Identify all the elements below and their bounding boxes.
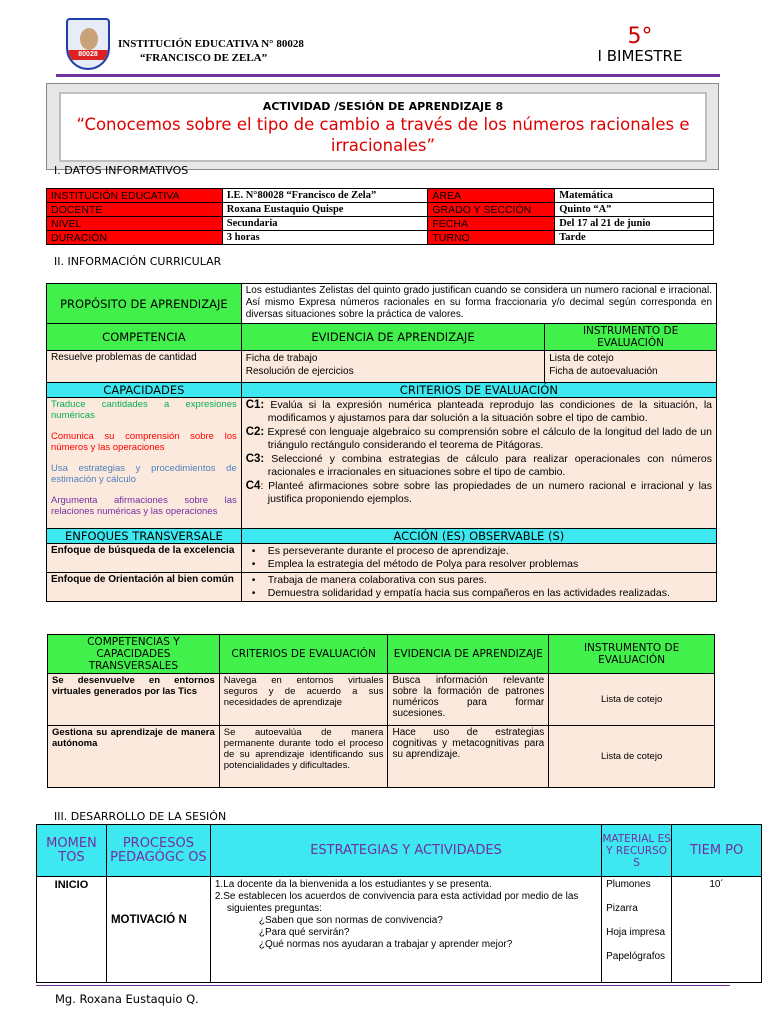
accion-header: ACCIÓN (ES) OBSERVABLE (S) [241,529,716,544]
school-crest-logo [66,18,110,70]
datos-row [47,203,714,217]
enfoque-label: Enfoque de Orientación al bien común [47,573,242,602]
transversal-criterio: Navega en entornos virtuales seguros y de acuerdo a sus necesidades de aprendizaje [219,674,388,726]
footer-author: Mg. Roxana Eustaquio Q. [55,992,199,1006]
institution-subtitle: “FRANCISCO DE ZELA” [140,52,268,64]
datos-label: ÁREA [428,189,555,203]
momento-inicio: INICIO [37,877,107,983]
curricular-table [46,283,717,602]
criterio-item [246,426,712,451]
header-estrategias: ESTRATEGIAS Y ACTIVIDADES [210,825,601,877]
desarrollo-table [36,824,762,983]
enfoque-label: Enfoque de búsqueda de la excelencia [47,544,242,573]
material-item: Pizarra [606,903,638,914]
datos-row [47,231,714,245]
transversal-competencia: Gestiona su aprendizaje de manera autónoma [48,726,220,788]
datos-label: NIVEL [47,217,223,231]
material-item: Plumones [606,879,651,890]
transversal-table [47,634,715,788]
criterio-code: C4 [245,480,261,492]
grade-label: 5° [627,24,653,49]
logo-number: 80028 [78,51,98,58]
pregunta-2: ¿Para qué servirán? [258,927,350,938]
datos-label: DURACIÓN [47,231,223,245]
transversal-criterio: Se autoevalúa de manera permanente durante todo el proceso de su aprendizaje identificando sus potencialidades y dificultades. [219,726,388,788]
enfoques-header: ENFOQUES TRANSVERSALE [47,529,242,544]
datos-row [47,189,714,203]
accion-list [246,574,712,600]
actividad-2: 2.Se establecen los acuerdos de convivencia para esta actividad por medio de las siguientes preguntas: [214,891,579,914]
criterio-text: Expresé con lenguaje algebraico su comprensión sobre el cálculo de la longitud del lado de un triángulo rectángulo considerando el teorema de Pitágoras. [264,426,712,451]
criterio-text: Seleccioné y combina estrategias de cálculo para realizar operacionales con números racionales e irracionales en situaciones sobre el tipo de cambio. [264,453,712,478]
datos-value: Secundaria [222,217,428,231]
page-header [0,0,768,80]
transversal-evidencia: Hace uso de estrategias cognitivas y metacognitivas para su aprendizaje. [388,726,549,788]
criterio-item [246,480,712,505]
datos-label: TURNO [428,231,555,245]
datos-value: Del 17 al 21 de junio [555,217,714,231]
section-heading-datos: I. DATOS INFORMATIVOS [54,164,189,177]
evidencia-header: EVIDENCIA DE APRENDIZAJE [241,324,544,351]
criterios-header: CRITERIOS DE EVALUACIÓN [241,383,716,398]
capacidad-item: Usa estrategias y procedimientos de estimación y cálculo [51,463,237,485]
evidencia-2: Resolución de ejercicios [245,366,354,377]
competencia-header: COMPETENCIA [47,324,242,351]
session-title: “Conocemos sobre el tipo de cambio a través de los números racionales e irracionales” [76,115,690,155]
evidencia-1: Ficha de trabajo [245,353,318,364]
datos-value: 3 horas [222,231,428,245]
instrumento-2: Ficha de autoevaluación [549,366,658,377]
accion-item: • Emplea la estrategia del método de Polya para resolver problemas [246,558,712,571]
title-box [46,83,719,170]
datos-label: DOCENTE [47,203,223,217]
criterio-text: Evalúa si la expresión numérica planteada reprodujo las condiciones de la situación, la modificamos y ajustamos para dar solución a la situación sobre el tipo de cambio. [264,399,712,424]
accion-item: • Es perseverante durante el proceso de aprendizaje. [246,545,712,558]
tiempo-value: 10´ [672,877,762,983]
criterio-text: : Planteé afirmaciones sobre sobre las propiedades de un numero racional e irracional y las justifica proponiendo ejemplos. [260,480,712,505]
period-label: I BIMESTRE [597,47,683,65]
instrumento-header: INSTRUMENTO DE EVALUACIÓN [545,324,717,351]
proceso-motivacion: MOTIVACIÓ N [106,877,210,983]
transversal-instrumento: Lista de cotejo [549,674,715,726]
datos-row [47,217,714,231]
transversal-competencia: Se desenvuelve en entornos virtuales generados por las Tics [48,674,220,726]
criterio-code: C2: [245,426,265,438]
criterio-code: C1: [245,399,265,411]
capacidad-item: Traduce cantidades a expresiones numéricas [51,399,237,421]
proposito-label: PROPÓSITO DE APRENDIZAJE [47,284,242,324]
criterio-code: C3: [245,453,265,465]
header-tiempo: TIEM PO [672,825,762,877]
instrumento-1: Lista de cotejo [549,353,614,364]
activity-number: ACTIVIDAD /SESIÓN DE APRENDIZAJE 8 [262,100,504,113]
datos-label: FECHA [428,217,555,231]
accion-list [246,545,712,571]
enfoque-row [47,573,717,602]
capacidad-item: Argumenta afirmaciones sobre las relaciones numéricas y las operaciones [51,495,237,517]
datos-label: GRADO Y SECCIÓN [428,203,555,217]
competencia-value: Resuelve problemas de cantidad [47,351,242,383]
criterio-item [246,399,712,424]
material-item: Hoja impresa [606,927,666,938]
capacidad-item: Comunica su comprensión sobre los números y las operaciones [51,431,237,453]
header-momentos: MOMEN TOS [37,825,107,877]
section-heading-desarrollo: III. DESARROLLO DE LA SESIÓN [54,810,227,823]
capacidades-list [47,398,242,529]
criterio-item [246,453,712,478]
section-heading-curricular: II. INFORMACIÓN CURRICULAR [54,255,222,268]
datos-value: Roxana Eustaquio Quispe [222,203,428,217]
enfoque-row [47,544,717,573]
footer-divider [36,985,730,986]
accion-item: • Demuestra solidaridad y empatía hacia sus compañeros en las actividades realizadas. [246,587,712,600]
material-item: Papelógrafos [606,951,666,962]
transversal-header-instrumento: INSTRUMENTO DE EVALUACIÓN [549,635,715,674]
proposito-text: Los estudiantes Zelistas del quinto grado justifican cuando se considera un numero racional e irracional. Así mismo Expresa números racionales en su forma fraccionaria y/o decimal según corresponda en diversas situaciones sobre la práctica de valores. [241,284,716,324]
datos-value: Matemática [555,189,714,203]
datos-label: INSTITUCIÓN EDUCATIVA [47,189,223,203]
transversal-header-criterios: CRITERIOS DE EVALUACIÓN [219,635,388,674]
transversal-instrumento: Lista de cotejo [549,726,715,788]
header-procesos: PROCESOS PEDAGÓGC OS [106,825,210,877]
capacidades-header: CAPACIDADES [47,383,242,398]
datos-informativos-table [46,188,714,245]
institution-name: INSTITUCIÓN EDUCATIVA N° 80028 [118,38,304,50]
criterios-list [241,398,716,529]
actividad-1: 1.La docente da la bienvenida a los estudiantes y se presenta. [214,879,492,890]
pregunta-3: ¿Qué normas nos ayudaran a trabajar y aprender mejor? [258,939,513,950]
transversal-evidencia: Busca información relevante sobre la formación de patrones numéricos para formar sucesiones. [388,674,549,726]
header-divider [56,74,720,77]
pregunta-1: ¿Saben que son normas de convivencia? [258,915,443,926]
datos-value: Tarde [555,231,714,245]
header-materiales: MATERIAL ES Y RECURSO S [602,825,672,877]
datos-value: Quinto “A” [555,203,714,217]
transversal-header-competencias: COMPETENCIAS Y CAPACIDADES TRANSVERSALES [48,635,220,674]
accion-item: • Trabaja de manera colaborativa con sus pares. [246,574,712,587]
datos-value: I.E. N°80028 “Francisco de Zela” [222,189,428,203]
transversal-header-evidencia: EVIDENCIA DE APRENDIZAJE [388,635,549,674]
